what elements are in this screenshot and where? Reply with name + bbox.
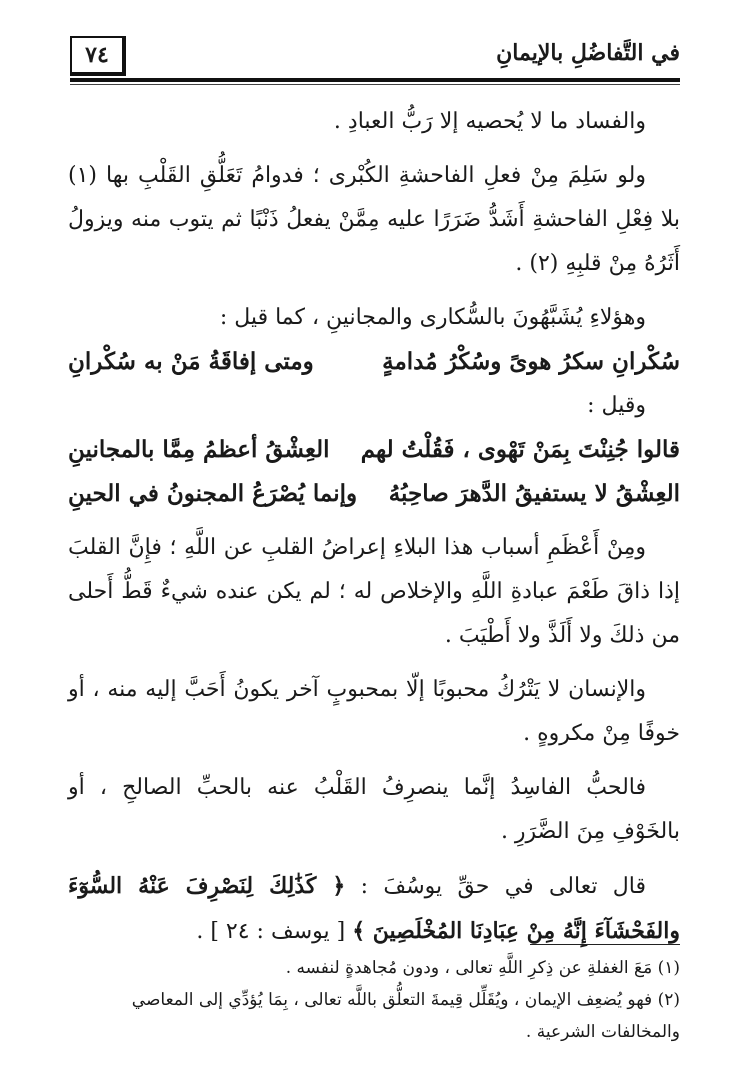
verse-hemistich-right: سُكْرانِ سكرُ هوىً وسُكْرُ مُدامةٍ — [382, 348, 680, 375]
paragraph: وقيل : — [587, 393, 646, 418]
paragraph: ولو سَلِمَ مِنْ فعلِ الفاحشةِ الكُبْرى ؛ فدوامُ تَعَلُّقِ القَلْبِ بها (١) بلا فِعْلِ الفاحشةِ أَشَدُّ ضَرَرًا عليه مِمَّنْ يفعلُ ذَنْبًا ثم يتوب منه ويزولُ أَثَرُهُ مِنْ قلبِهِ (٢) . — [68, 163, 680, 276]
footnote: (٢) فهو يُضعِف الإيمان ، ويُقَلِّل قِيمةَ التعلُّق باللَّه تعالى ، بِمَا يُؤدِّي إلى المعاصي والمخالفات الشرعية . — [131, 990, 680, 1042]
paragraph: وهؤلاءِ يُشَبَّهُونَ بالسُّكارى والمجانينِ ، كما قيل : — [219, 305, 646, 330]
poem-verse — [68, 472, 680, 516]
paragraph: والإنسان لا يَتْرُكُ محبوبًا إلّا بمحبوبٍ آخر يكونُ أَحَبَّ إليه منه ، أو خوفًا مِنْ مكروهٍ . — [68, 677, 680, 746]
quran-paragraph — [68, 864, 680, 954]
verse-hemistich-left: وإنما يُصْرَعُ المجنونُ في الحينِ — [68, 480, 358, 507]
header-rule-thin — [70, 84, 680, 85]
poem-verse — [68, 428, 680, 472]
header-rule — [70, 78, 680, 82]
page-number: ٧٤ — [85, 42, 109, 68]
quran-reference: [ يوسف : ٢٤ ] . — [196, 919, 346, 944]
footnote: (١) مَعَ الغفلةِ عن ذِكرِ اللَّهِ تعالى ، ودون مُجاهدةٍ لنفسه . — [285, 958, 680, 978]
page-number-box — [70, 36, 126, 76]
quran-verse: ﴿ كَذَٰلِكَ لِنَصْرِفَ عَنْهُ السُّوٓءَ والفَحْشَآءَ إِنَّهُ مِنْ عِبَادِنَا المُخْلَصِينَ ﴾ — [68, 873, 680, 944]
verse-hemistich-right: العِشْقُ لا يستفيقُ الدَّهرَ صاحِبُهُ — [388, 480, 680, 507]
paragraph: فالحبُّ الفاسِدُ إنَّما ينصرِفُ القَلْبُ عنه بالحبِّ الصالحِ ، أو بالخَوْفِ مِنَ الضَّرَرِ . — [68, 775, 680, 844]
poem-verse — [68, 340, 680, 384]
verse-hemistich-left: العِشْقُ أعظمُ مِمَّا بالمجانينِ — [68, 436, 330, 463]
paragraph: والفساد ما لا يُحصيه إلا رَبُّ العبادِ . — [333, 109, 646, 134]
paragraph: ومِنْ أَعْظَمِ أسباب هذا البلاءِ إعراضُ القلبِ عن اللَّهِ ؛ فإِنَّ القلبَ إذا ذاقَ طَعْمَ عبادةِ اللَّهِ والإخلاص له ؛ لم يكن عنده شيءٌ قَطُّ أَحلى من ذلكَ ولا أَلَذَّ ولا أَطْيَبَ . — [68, 535, 680, 648]
verse-hemistich-right: قالوا جُنِنْتَ بِمَنْ تَهْوى ، فَقُلْتُ لهم — [360, 436, 680, 463]
footnotes — [68, 952, 680, 1048]
footnote-rule — [530, 944, 680, 945]
running-title: في التَّفاضُلِ بالإيمانِ — [496, 40, 680, 66]
quran-intro: قال تعالى في حقِّ يوسُفَ : — [360, 874, 646, 899]
main-text — [68, 100, 680, 954]
page-header — [70, 30, 680, 90]
verse-hemistich-left: ومتى إفاقَةُ مَنْ به سُكْرانِ — [68, 348, 314, 375]
